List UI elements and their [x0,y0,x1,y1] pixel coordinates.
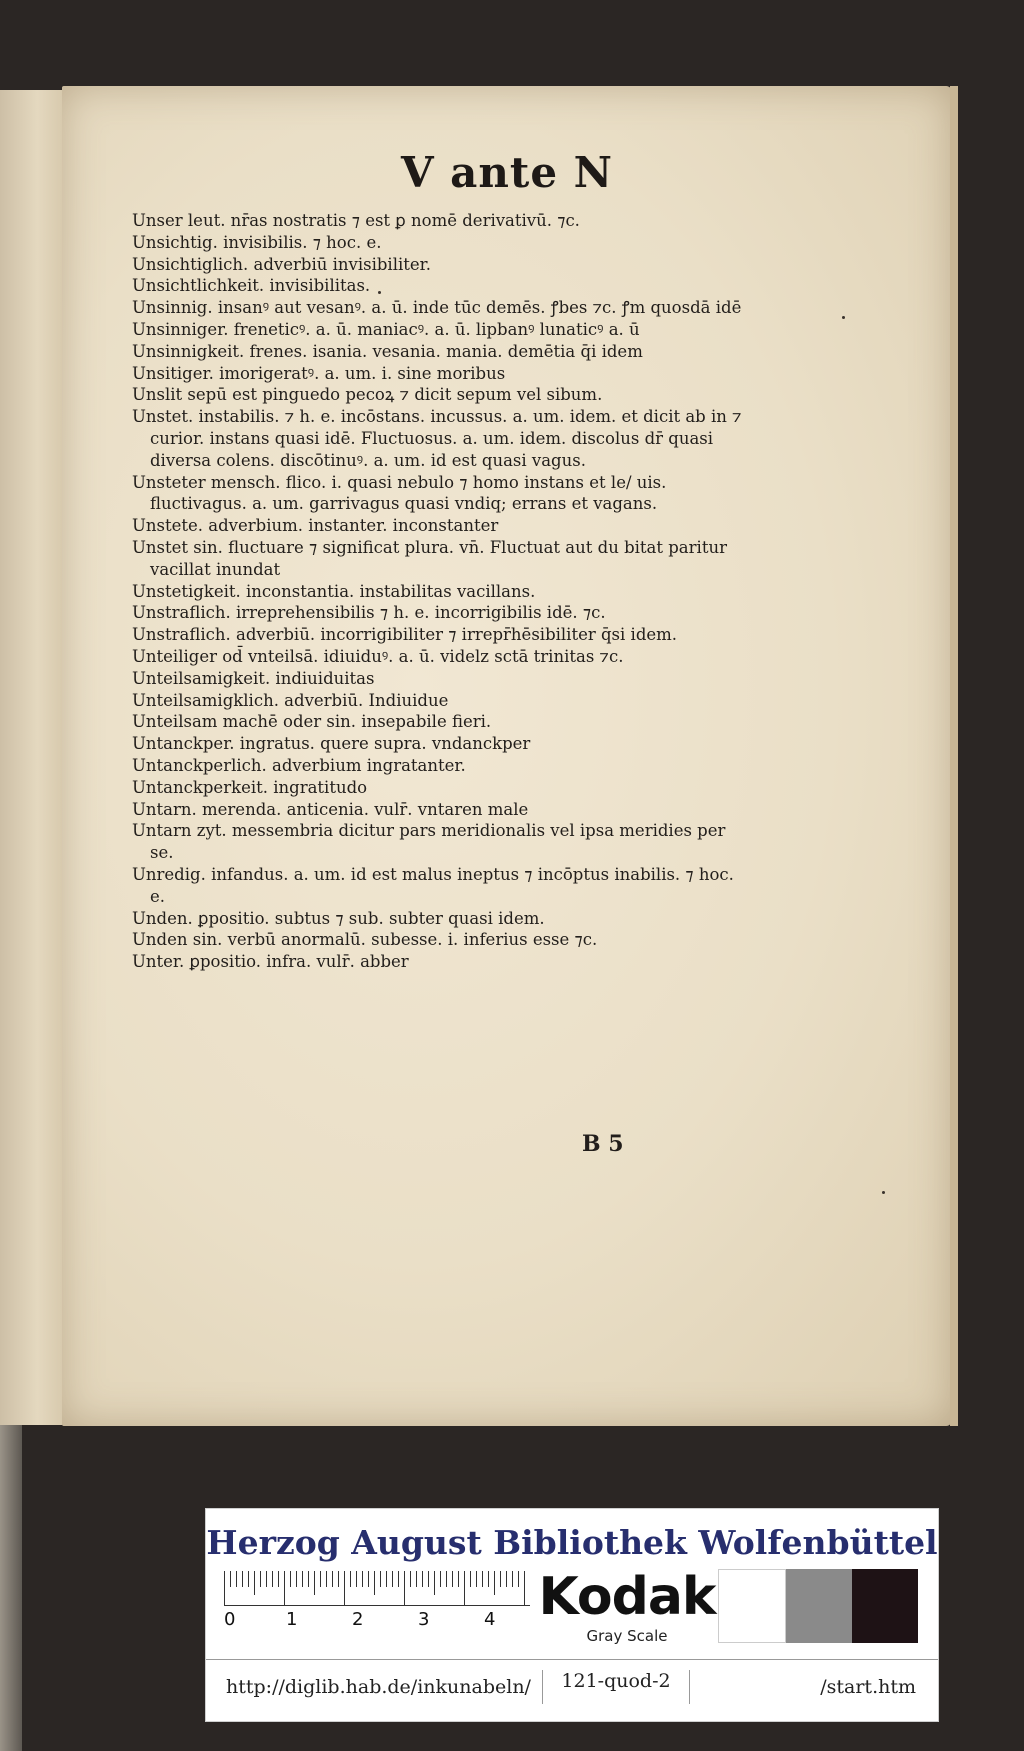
dictionary-entry: Unstraflich. adverbiū. incorrigibiliter ⁊ irrepr̄hēsibiliter q̄si idem. [132,625,678,645]
swatch-black [852,1569,918,1643]
ruler-tick [476,1571,477,1587]
gray-scale-swatches [718,1569,918,1643]
ruler-tick [380,1571,381,1587]
dictionary-entry: Untanckper. ingratus. quere supra. vndanckper [132,734,531,754]
ruler-tick [326,1571,327,1587]
ruler-tick [506,1571,507,1587]
ruler-tick [488,1571,489,1587]
measurement-ruler [224,1571,530,1629]
ruler-tick [272,1571,273,1587]
dictionary-entry: Unsichtig. invisibilis. ⁊ hoc. e. [132,232,382,252]
ruler-tick [440,1571,441,1587]
ruler-tick [260,1571,261,1587]
dictionary-entry: Untarn. merenda. anticenia. vulr̄. vntaren male [132,799,529,819]
ruler-tick [512,1571,513,1587]
dictionary-entry: Unsichtiglich. adverbiū invisibiliter. [132,254,431,274]
ruler-tick [410,1571,411,1587]
url-id: 121-quod-2 [542,1670,690,1704]
dictionary-entry: Unstraflich. irreprehensibilis ⁊ h. e. incorrigibilis idē. ⁊c. [132,603,606,623]
ink-speck [842,316,845,319]
dictionary-entry: Untanckperlich. adverbium ingratanter. [132,755,466,775]
dictionary-entry: Unden sin. verbū anormalū. subesse. i. inferius esse ⁊c. [132,930,598,950]
ruler-tick [296,1571,297,1587]
ruler-tick [302,1571,303,1587]
dictionary-entry: Unstetigkeit. inconstantia. instabilitas vacillans. [132,581,536,601]
dictionary-entry: Untarn zyt. messembria dicitur pars meridionalis vel ipsa meridies per se. [132,821,726,863]
ruler-tick [482,1571,483,1587]
book-page [62,86,952,1426]
ruler-tick [404,1571,405,1605]
ruler-tick [290,1571,291,1587]
ruler-tick [284,1571,285,1605]
ruler-tick [458,1571,459,1587]
ruler-tick [320,1571,321,1587]
ruler-tick [434,1571,435,1595]
ruler-tick [338,1571,339,1587]
gray-scale-label: Gray Scale [586,1627,668,1645]
ruler-tick [416,1571,417,1587]
ruler-tick [314,1571,315,1595]
ruler-tick [356,1571,357,1587]
swatch-gray [786,1569,852,1643]
ink-speck [882,1191,885,1194]
ruler-tick [398,1571,399,1587]
running-head: V ante N [400,148,614,197]
dictionary-entry: Unteilsamigkeit. indiuiduitas [132,668,375,688]
ruler-tick [344,1571,345,1605]
ruler-tick [332,1571,333,1587]
dictionary-entry: Unteiliger od̄ vnteilsā. idiuiduꝰ. a. ū. videlz sctā trinitas ⁊c. [132,646,624,666]
ruler-number: 1 [286,1609,298,1630]
dictionary-entry: Unsteter mensch. flico. i. quasi nebulo ⁊ homo instans et le/ uis. fluctivagus. a. um. garrivagus quasi vndiq; errans et vagans. [132,472,667,514]
ruler-tick [368,1571,369,1587]
ruler-ticks [224,1571,530,1606]
url-suffix: /start.htm [820,1676,916,1698]
signature-mark: B 5 [582,1131,624,1157]
ruler-tick [254,1571,255,1595]
ruler-tick [494,1571,495,1595]
ruler-number: 3 [418,1609,430,1630]
dictionary-entry: Unsitiger. imorigeratꝰ. a. um. i. sine moribus [132,363,506,383]
ruler-number: 2 [352,1609,364,1630]
ruler-tick [374,1571,375,1595]
ruler-tick [464,1571,465,1605]
ruler-number: 4 [484,1609,496,1630]
ruler-tick [428,1571,429,1587]
ruler-tick [236,1571,237,1587]
dictionary-entry: Unsinnigkeit. frenes. isania. vesania. mania. demētia q̄i idem [132,341,643,361]
dictionary-entry: Unsinnig. insanꝰ aut vesanꝰ. a. ū. inde tūc demēs. ꝭbes ⁊c. ꝭm quosdā idē [132,298,742,318]
ruler-tick [350,1571,351,1587]
library-title: Herzog August Bibliothek Wolfenbüttel [206,1523,938,1562]
ruler-tick [524,1571,525,1605]
ruler-tick [500,1571,501,1587]
archive-color-card [205,1508,939,1722]
dictionary-entry: Unteilsam machē oder sin. insepabile fieri. [132,712,492,732]
dictionary-entry: Unstet sin. fluctuare ⁊ significat plura. vn̄. Fluctuat aut du bitat paritur vacillat inundat [132,537,727,579]
dictionary-entry: Unstete. adverbium. instanter. inconstanter [132,516,499,536]
ruler-tick [386,1571,387,1587]
ruler-tick [224,1571,225,1605]
dictionary-entry: Unstet. instabilis. ⁊ h. e. incōstans. incussus. a. um. idem. et dicit ab in ⁊ curior. instans quasi idē. Fluctuosus. a. um. idem. discolus dr̄ quasi diversa colens. discōtinuꝰ. a. um. id est quasi vagus. [132,407,742,470]
dictionary-entry: Unsichtlichkeit. invisibilitas. [132,276,371,296]
ruler-tick [392,1571,393,1587]
ruler-tick [308,1571,309,1587]
ruler-tick [446,1571,447,1587]
ruler-tick [422,1571,423,1587]
ruler-tick [518,1571,519,1587]
kodak-logo: Kodak [538,1567,716,1627]
ruler-tick [278,1571,279,1587]
ruler-tick [248,1571,249,1587]
ruler-tick [362,1571,363,1587]
page-edge [950,86,958,1426]
ruler-tick [470,1571,471,1587]
dictionary-entry: Unsinniger. freneticꝰ. a. ū. maniacꝰ. a. ū. lipbanꝰ lunaticꝰ a. ū [132,319,640,339]
dictionary-entry: Unteilsamigklich. adverbiū. Indiuidue [132,690,449,710]
dictionary-entry: Unden. ꝑpositio. subtus ⁊ sub. subter quasi idem. [132,908,545,928]
ruler-tick [266,1571,267,1587]
dictionary-entry: Unter. ꝑpositio. infra. vulr̄. abber [132,952,409,972]
ruler-tick [242,1571,243,1587]
url-row [206,1659,938,1712]
dictionary-entry: Untanckperkeit. ingratitudo [132,777,368,797]
url-base: http://diglib.hab.de/inkunabeln/ [226,1676,531,1698]
ruler-number: 0 [224,1609,236,1630]
facing-page-edge [0,90,64,1425]
ruler-tick [230,1571,231,1587]
swatch-white [718,1569,786,1643]
dictionary-entry: Unslit sepū est pinguedo pecoꝝ ⁊ dicit sepum vel sibum. [132,385,603,405]
ruler-tick [452,1571,453,1587]
dictionary-entry: Unredig. infandus. a. um. id est malus ineptus ⁊ incōptus inabilis. ⁊ hoc. e. [132,864,734,906]
dictionary-entries [132,210,752,973]
dictionary-entry: Unser leut. nr̄as nostratis ⁊ est ꝑ nomē derivativū. ⁊c. [132,211,580,230]
ink-speck [378,291,381,294]
book-spine [0,1425,22,1751]
